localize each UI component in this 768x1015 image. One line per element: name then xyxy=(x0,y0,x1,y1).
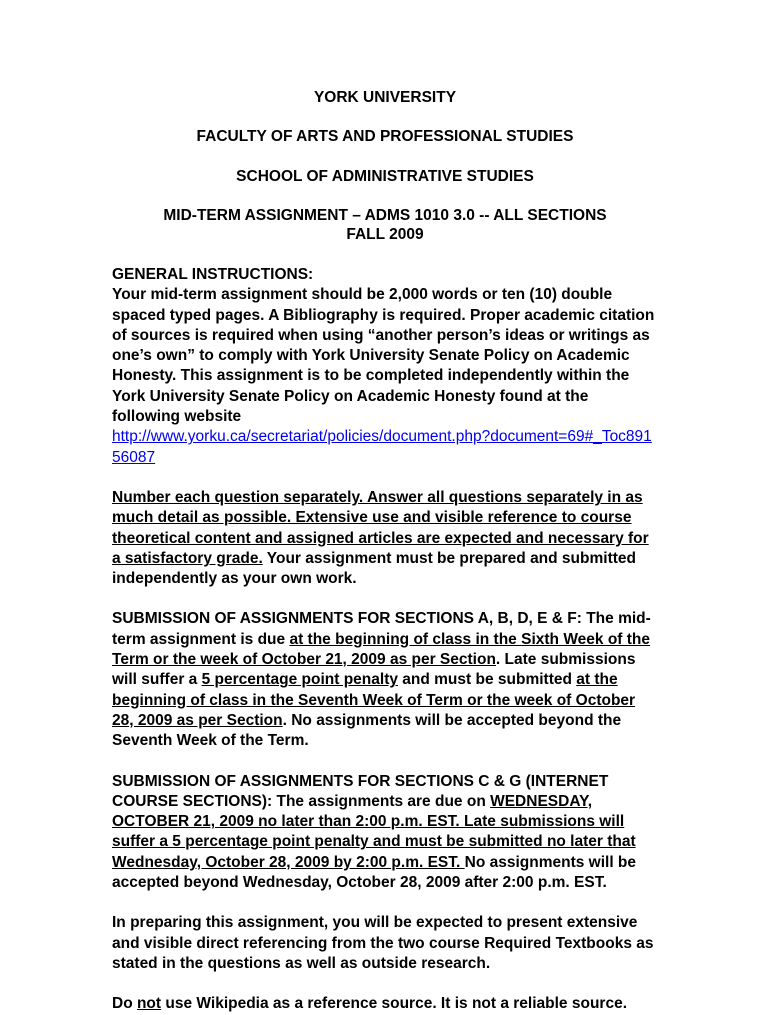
wikipedia-warning xyxy=(112,994,658,1014)
assignment-title-line1: MID-TERM ASSIGNMENT – ADMS 1010 3.0 -- ALL SECTIONS xyxy=(163,207,607,224)
wiki-part1: Do xyxy=(112,995,137,1013)
submission-sections-cg xyxy=(112,772,658,894)
sub-abdef-due-date: at the beginning of class in the Sixth Week of the Term or the week of October 21, 2009 as per Section xyxy=(112,630,651,669)
sub-cg-part2: No assignments will be accepted beyond Wednesday, October 28, 2009 after 2:00 p.m. EST. xyxy=(112,853,637,892)
sub-abdef-part4: . No assignments will be accepted beyond the Seventh Week of the Term. xyxy=(112,711,622,750)
general-instructions-heading: GENERAL INSTRUCTIONS: xyxy=(112,266,314,283)
wiki-not: not xyxy=(136,995,162,1013)
assignment-title xyxy=(112,206,658,244)
preparing-instructions: In preparing this assignment, you will be expected to present extensive and visible direct referencing from the two course Required Textbooks as stated in the questions as well as outside research. xyxy=(112,914,654,972)
sub-abdef-part2: . Late submissions will suffer a xyxy=(112,651,636,689)
school-title: SCHOOL OF ADMINISTRATIVE STUDIES xyxy=(236,168,534,185)
sub-cg-part1: SUBMISSION OF ASSIGNMENTS FOR SECTIONS C & G (INTERNET COURSE SECTIONS): The assignments are due on xyxy=(112,772,609,810)
general-instructions-body: Your mid-term assignment should be 2,000 words or ten (10) double spaced typed pages. A Bibliography is required. Proper academic citation of sources is required when using “another person’s ideas or writings as one’s own” to comply with York University Senate Policy on Academic Honesty. This assignment is to be completed independently within the York University Senate Policy on Academic Honesty found at the following website xyxy=(112,286,655,426)
sub-abdef-part3: and must be submitted xyxy=(397,671,577,689)
submission-sections-abdef xyxy=(112,609,658,751)
sub-cg-due-date: WEDNESDAY, OCTOBER 21, 2009 no later than 2:00 p.m. EST. Late submissions will suffer a 5 percentage point penalty and must be submitted no later that Wednesday, October 28, 2009 by 2:00 p.m. EST. xyxy=(112,792,636,871)
numbering-rest-text: Your assignment must be prepared and submitted independently as your own work. xyxy=(112,549,636,588)
sub-abdef-part1: SUBMISSION OF ASSIGNMENTS FOR SECTIONS A, B, D, E & F: The mid-term assignment is due xyxy=(112,610,651,648)
sub-abdef-penalty: 5 percentage point penalty xyxy=(201,671,398,689)
faculty-title: FACULTY OF ARTS AND PROFESSIONAL STUDIES xyxy=(196,128,574,145)
numbering-underlined-text: Number each question separately. Answer all questions separately in as much detail as possible. Extensive use and visible reference to course theoretical content and assigned articles are expected and necessary for a satisfactory grade. xyxy=(112,488,649,567)
wiki-part2: use Wikipedia as a reference source. It is not a reliable source. xyxy=(161,995,627,1013)
numbering-instructions xyxy=(112,488,658,589)
assignment-term: FALL 2009 xyxy=(346,226,424,243)
senate-policy-link[interactable]: http://www.yorku.ca/secretariat/policies/document.php?document=69#_Toc89156087 xyxy=(112,428,652,466)
university-title: YORK UNIVERSITY xyxy=(313,89,457,106)
sub-abdef-late-date: at the beginning of class in the Seventh Week of Term or the week of October 28, 2009 as per Section xyxy=(112,671,636,729)
general-instructions xyxy=(112,265,658,468)
